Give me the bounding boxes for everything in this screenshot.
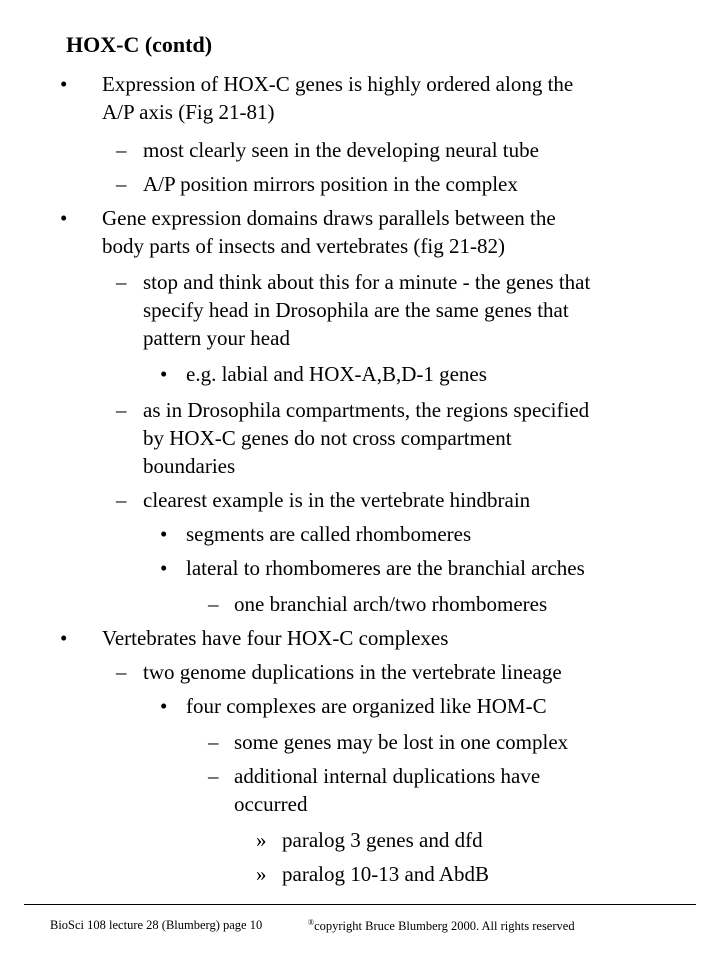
outline-item-text: specify head in Drosophila are the same genes that xyxy=(143,298,569,322)
bullet-marker: • xyxy=(60,206,68,230)
page-title: HOX-C (contd) xyxy=(66,32,213,57)
outline-item-text: body parts of insects and vertebrates (fig 21-82) xyxy=(102,234,505,258)
bullet-marker: • xyxy=(160,694,168,718)
outline-item-text: additional internal duplications have xyxy=(234,764,541,788)
outline-item-text: most clearly seen in the developing neural tube xyxy=(143,138,539,162)
dash-marker: – xyxy=(116,660,127,684)
outline-item-text: boundaries xyxy=(143,454,236,478)
chevron-marker: » xyxy=(256,828,267,852)
outline-item-text: lateral to rhombomeres are the branchial arches xyxy=(186,556,585,580)
dash-marker: – xyxy=(208,764,219,788)
footer-copyright xyxy=(308,918,575,934)
bullet-marker: • xyxy=(160,556,168,580)
copyright-symbol: ® xyxy=(308,918,315,927)
outline-item-text: Vertebrates have four HOX-C complexes xyxy=(102,626,449,650)
dash-marker: – xyxy=(116,398,127,422)
bullet-marker: • xyxy=(160,522,168,546)
outline-item-text: by HOX-C genes do not cross compartment xyxy=(143,426,512,450)
outline-item-text: clearest example is in the vertebrate hindbrain xyxy=(143,488,531,512)
footer-divider xyxy=(24,904,696,905)
bullet-marker: • xyxy=(60,72,68,96)
dash-marker: – xyxy=(116,488,127,512)
outline-item-text: segments are called rhombomeres xyxy=(186,522,472,546)
outline-item-text: one branchial arch/two rhombomeres xyxy=(234,592,548,616)
bullet-marker: • xyxy=(60,626,68,650)
outline-item-text: some genes may be lost in one complex xyxy=(234,730,569,754)
outline-item-text: as in Drosophila compartments, the regions specified xyxy=(143,398,590,422)
outline-item-text: Expression of HOX-C genes is highly ordered along the xyxy=(102,72,574,96)
dash-marker: – xyxy=(116,172,127,196)
dash-marker: – xyxy=(116,138,127,162)
chevron-marker: » xyxy=(256,862,267,886)
outline-item-text: stop and think about this for a minute - the genes that xyxy=(143,270,591,294)
outline-item-text: occurred xyxy=(234,792,308,816)
dash-marker: – xyxy=(208,730,219,754)
footer-lecture-info: BioSci 108 lecture 28 (Blumberg) page 10 xyxy=(50,918,263,932)
outline-item-text: A/P position mirrors position in the complex xyxy=(143,172,518,196)
outline-item-text: paralog 3 genes and dfd xyxy=(282,828,483,852)
outline-item-text: two genome duplications in the vertebrate lineage xyxy=(143,660,562,684)
outline-item-text: A/P axis (Fig 21-81) xyxy=(102,100,275,124)
outline-item-text: four complexes are organized like HOM-C xyxy=(186,694,547,718)
dash-marker: – xyxy=(208,592,219,616)
copyright-text: copyright Bruce Blumberg 2000. All rights reserved xyxy=(314,919,575,934)
outline-item-text: e.g. labial and HOX-A,B,D-1 genes xyxy=(186,362,487,386)
bullet-marker: • xyxy=(160,362,168,386)
outline-item-text: pattern your head xyxy=(143,326,290,350)
outline-item-text: Gene expression domains draws parallels between the xyxy=(102,206,556,230)
dash-marker: – xyxy=(116,270,127,294)
outline-item-text: paralog 10-13 and AbdB xyxy=(282,862,490,886)
